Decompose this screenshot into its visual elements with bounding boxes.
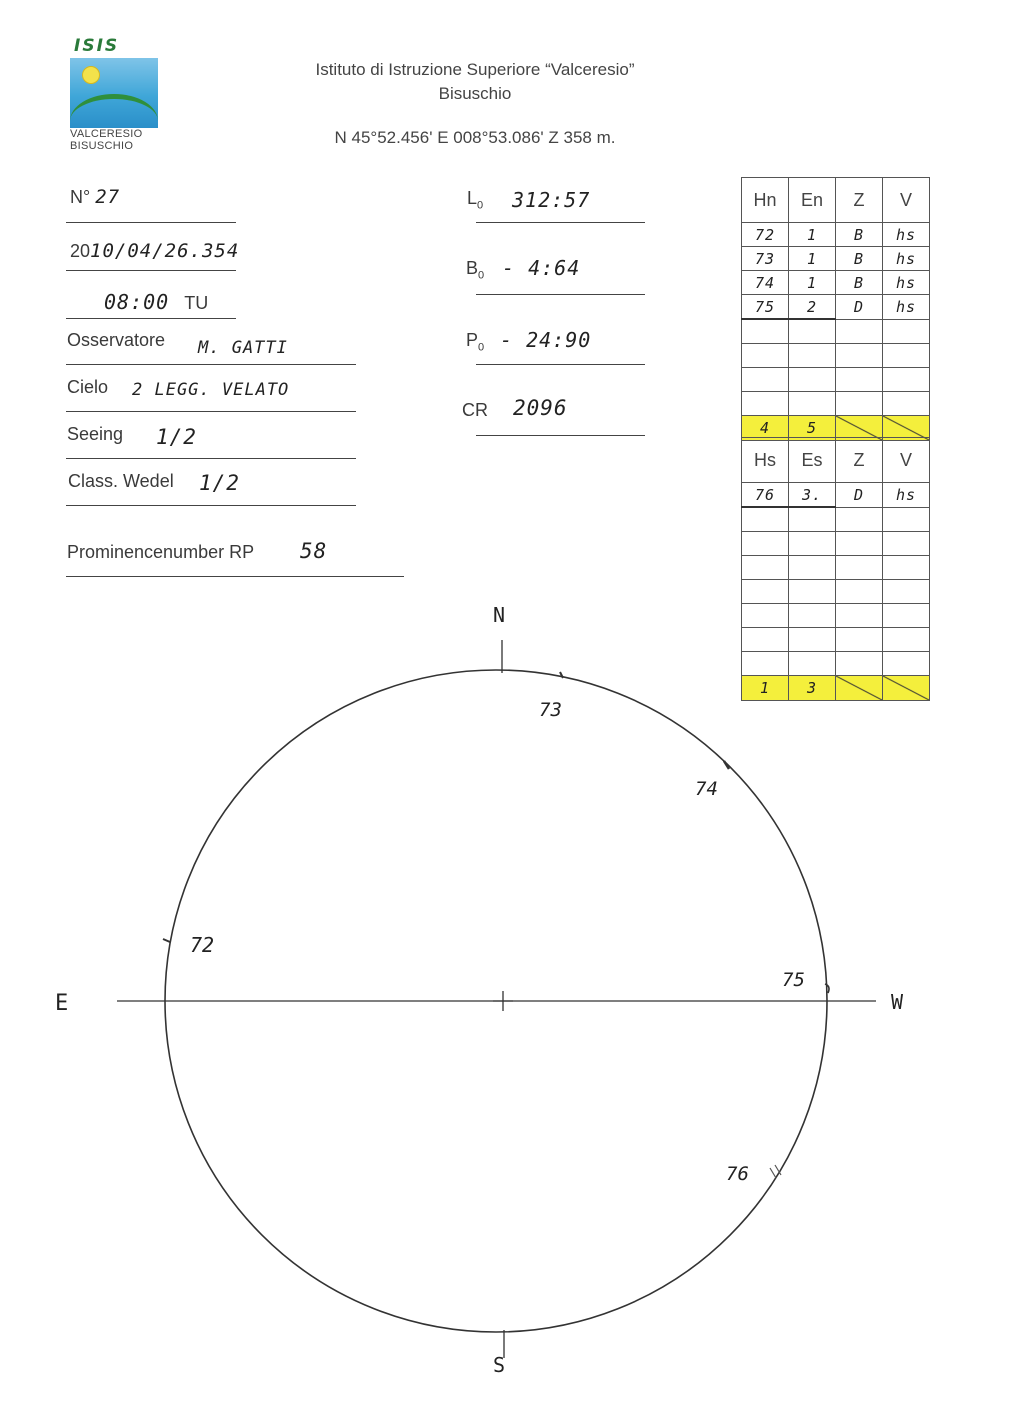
l0-sub: 0 [477,199,484,212]
cell: hs [883,247,930,271]
cell: hs [883,483,930,508]
b0-letter: B [466,258,479,278]
divider [66,576,404,577]
prominence-label-72: 72 [190,933,215,957]
time-value: 08:00 [104,290,170,314]
header-en: En [789,178,836,223]
cell: 74 [742,271,789,295]
seeing-value: 1/2 [156,425,197,449]
cell: hs [883,223,930,247]
l0-label [467,188,483,212]
cell: B [836,223,883,247]
cell: 72 [742,223,789,247]
p0-sub: 0 [478,341,485,354]
prominence-label-76: 76 [726,1163,749,1185]
south-label: S [493,1353,506,1377]
cell: 2 [789,295,836,320]
wedel-value: 1/2 [199,471,240,495]
date-value: 10/04/26.354 [90,240,240,262]
b0-value: - 4:64 [502,256,581,280]
p0-letter: P [466,330,479,350]
west-label: W [891,990,904,1014]
solar-disk-drawing [0,590,1024,1390]
divider [66,505,356,506]
total-groups: 1 [742,676,789,701]
prominence-label: Prominencenumber RP [67,542,255,562]
cell: B [836,271,883,295]
wave-icon [70,94,158,121]
date-field [70,240,239,262]
divider [66,411,356,412]
table-row-empty [742,319,930,344]
header-hn: Hn [742,178,789,223]
date-prefix: 20 [70,241,91,261]
prominence-label-74: 74 [695,778,718,800]
time-suffix: TU [184,293,209,313]
institute-header [250,58,700,106]
table-row-empty [742,507,930,532]
table-row-empty [742,392,930,416]
divider [476,435,645,436]
divider [66,270,236,271]
logo-image [70,58,158,128]
logo-subtitle-line1: VALCERESIO [70,128,143,140]
cell: 1 [789,247,836,271]
site-coordinates: N 45°52.456' E 008°53.086' Z 358 m. [334,128,616,147]
time-field [104,290,208,314]
east-label: E [55,991,69,1016]
prominence-mark [770,1165,781,1178]
institute-town: Bisuschio [438,84,512,103]
cell: 3. [789,483,836,508]
cell: hs [883,295,930,320]
north-label: N [493,603,506,627]
header-es: Es [789,438,836,483]
cell: B [836,247,883,271]
table-header-row [742,178,930,223]
total-groups: 4 [742,416,789,441]
l0-letter: L [467,188,478,208]
sky-label: Cielo [67,377,109,397]
sun-icon [82,66,100,84]
table-header-row [742,438,930,483]
divider [66,458,356,459]
header-hs: Hs [742,438,789,483]
header-z: Z [836,178,883,223]
logo-subtitle-line2: BISUSCHIO [70,140,134,152]
cell: hs [883,271,930,295]
prominence-label-73: 73 [539,699,562,721]
wedel-label: Class. Wedel [68,471,174,491]
cell: 76 [742,483,789,508]
header-v: V [883,438,930,483]
total-spots: 5 [789,416,836,441]
table-row [742,247,930,271]
divider [66,364,356,365]
cell: 75 [742,295,789,320]
table-row-empty [742,368,930,392]
logo-subtitle [70,128,143,152]
header-v: V [883,178,930,223]
divider [66,318,236,319]
table-row-empty [742,556,930,580]
divider [476,364,645,365]
divider [66,222,236,223]
observer-value: M. GATTI [198,338,288,358]
table-row-empty [742,532,930,556]
seeing-label: Seeing [67,424,124,444]
table-row [742,295,930,320]
school-logo [68,36,160,152]
b0-label [466,258,484,282]
p0-label [466,330,484,354]
cell: 1 [789,271,836,295]
prominence-label-75: 75 [782,969,805,991]
sky-value: 2 LEGG. VELATO [132,380,290,400]
number-value: 27 [95,186,121,208]
logo-brand-text: ISIS [74,36,120,56]
table-north [741,177,930,441]
p0-value: - 24:90 [500,328,592,352]
prominence-mark [163,939,170,942]
b0-sub: 0 [478,269,485,282]
table-row [742,483,930,508]
number-label: N° [70,187,91,207]
cell: D [836,483,883,508]
table-row [742,271,930,295]
divider [476,294,645,295]
observer-label: Osservatore [67,330,166,350]
l0-value: 312:57 [512,188,591,212]
table-row-empty [742,344,930,368]
cell: 73 [742,247,789,271]
institute-name: Istituto di Istruzione Superiore “Valceresio” [315,60,635,79]
table-row [742,223,930,247]
number-field [70,186,120,208]
divider [476,222,645,223]
cell: D [836,295,883,320]
cr-label: CR [462,400,488,420]
cell: 1 [789,223,836,247]
total-spots: 3 [789,676,836,701]
cr-value: 2096 [513,396,568,420]
prominence-value: 58 [300,539,328,563]
header-z: Z [836,438,883,483]
